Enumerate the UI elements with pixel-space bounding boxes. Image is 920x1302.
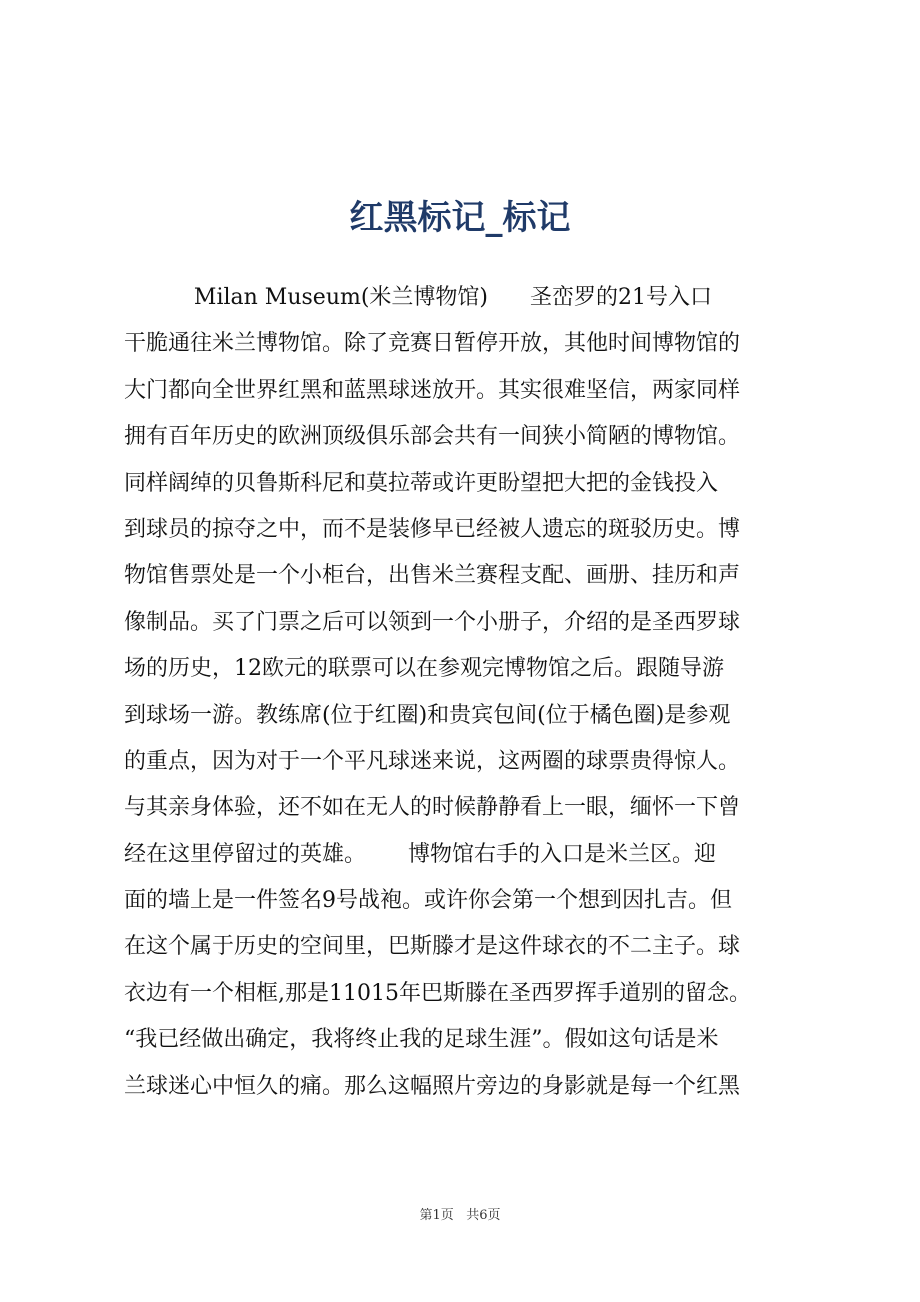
body-line: “我已经做出确定，我将终止我的足球生涯”。假如这句话是米 bbox=[124, 1027, 719, 1053]
page-total: 共6页 bbox=[466, 1208, 501, 1223]
body-line: 到球场一游。教练席(位于红圈)和贵宾包间(位于橘色圈)是参观 bbox=[124, 702, 731, 728]
body-line: 在这个属于历史的空间里，巴斯滕才是这件球衣的不二主子。球 bbox=[124, 934, 741, 960]
body-line: 同样阔绰的贝鲁斯科尼和莫拉蒂或许更盼望把大把的金钱投入 bbox=[124, 470, 719, 496]
body-line: 衣边有一个相框,那是11015年巴斯滕在圣西罗挥手道别的留念。 bbox=[124, 980, 751, 1006]
body-line: 干脆通往米兰博物馆。除了竞赛日暂停开放，其他时间博物馆的 bbox=[124, 331, 741, 357]
body-line: 与其亲身体验，还不如在无人的时候静静看上一眼，缅怀一下曾 bbox=[124, 795, 741, 821]
body-line: 大门都向全世界红黑和蓝黑球迷放开。其实很难坚信，两家同样 bbox=[124, 377, 741, 403]
body-line: 场的历史，12欧元的联票可以在参观完博物馆之后。跟随导游 bbox=[124, 656, 724, 682]
document-title: 红黑标记_标记 bbox=[349, 198, 571, 238]
page-number: 第1页 bbox=[419, 1208, 454, 1223]
body-line: 面的墙上是一件签名9号战袍。或许你会第一个想到因扎吉。但 bbox=[124, 888, 732, 914]
page-footer bbox=[0, 1206, 920, 1226]
body-line: 到球员的掠夺之中，而不是装修早已经被人遗忘的斑驳历史。博 bbox=[124, 516, 741, 542]
body-line: 经在这里停留过的英雄。 博物馆右手的入口是米兰区。迎 bbox=[124, 841, 716, 867]
body-line: Milan Museum(米兰博物馆) 圣峦罗的21号入口 bbox=[124, 285, 712, 310]
body-line: 兰球迷心中恒久的痛。那么这幅照片旁边的身影就是每一个红黑 bbox=[124, 1073, 741, 1099]
document-body bbox=[124, 275, 808, 1110]
body-line: 像制品。买了门票之后可以领到一个小册子，介绍的是圣西罗球 bbox=[124, 609, 741, 635]
body-line: 物馆售票处是一个小柜台，出售米兰赛程支配、画册、挂历和声 bbox=[124, 563, 741, 589]
body-line: 拥有百年历史的欧洲顶级俱乐部会共有一间狭小简陋的博物馆。 bbox=[124, 424, 741, 450]
body-line: 的重点，因为对于一个平凡球迷来说，这两圈的球票贵得惊人。 bbox=[124, 748, 741, 774]
